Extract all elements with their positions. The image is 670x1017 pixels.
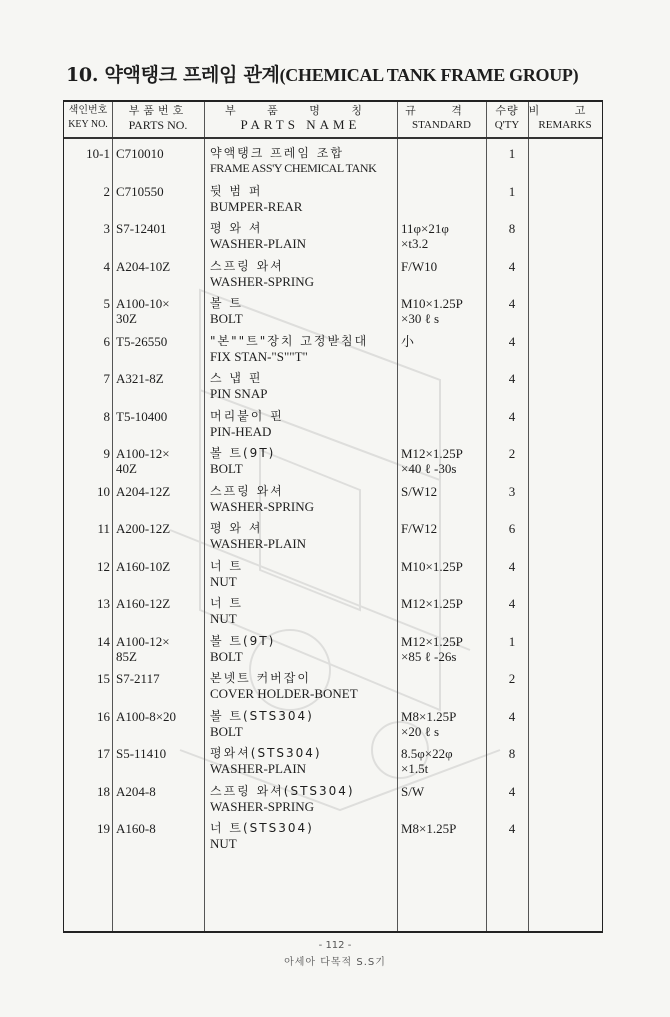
table-row [64, 521, 602, 558]
quantity: 1 [508, 633, 516, 649]
part-name-english: BOLT [210, 648, 243, 664]
part-number-line1: T5-26550 [116, 333, 168, 349]
standard-line1: 8.5φ×22φ [401, 746, 453, 761]
key-no: 6 [103, 333, 110, 349]
table-row [64, 559, 602, 596]
key-no: 2 [103, 183, 110, 199]
part-name [210, 446, 396, 476]
standard-line2: ×85 ℓ -26s [401, 648, 457, 664]
standard [401, 296, 489, 326]
part-name-korean: 머리붙이 핀 [210, 408, 284, 423]
quantity: 4 [508, 371, 516, 386]
part-name-korean: 너 트 [210, 596, 243, 610]
table-row [64, 746, 602, 783]
part-number [116, 784, 206, 799]
table-row [64, 409, 602, 446]
page-number: - 112 - [318, 940, 352, 951]
standard [401, 334, 489, 349]
standard [401, 259, 489, 274]
key-no: 4 [103, 258, 110, 274]
part-name-korean: 평 와 셔 [210, 521, 263, 535]
key-no: 12 [97, 558, 110, 574]
part-name-english: NUT [210, 611, 237, 626]
part-number-line1: A100-12× [116, 633, 170, 649]
standard-line1: 11φ×21φ [401, 221, 449, 236]
header-remarks: 비 고 REMARKS [528, 104, 602, 131]
part-name-english: BOLT [210, 311, 243, 326]
part-name-english: BOLT [210, 461, 243, 476]
part-name-korean: 볼 트(9T) [210, 633, 276, 648]
part-name-english: WASHER-PLAIN [210, 536, 307, 551]
part-number [116, 221, 206, 236]
part-name-english: BUMPER-REAR [210, 198, 303, 214]
part-number-line1: A204-10Z [116, 258, 171, 274]
part-name-english: FRAME ASS'Y CHEMICAL TANK [210, 161, 377, 175]
header-parts-no: 부품번호 PARTS NO. [128, 104, 188, 132]
table-row [64, 671, 602, 708]
part-name-english: PIN SNAP [210, 386, 268, 401]
quantity: 6 [508, 521, 516, 536]
quantity: 2 [508, 446, 516, 461]
title-korean: 10. 약액탱크 프레임 관계 [66, 64, 280, 86]
quantity: 4 [508, 558, 516, 574]
part-number-line1: A204-8 [116, 783, 156, 799]
table-row [64, 709, 602, 746]
part-number [116, 296, 206, 326]
table-row [64, 596, 602, 633]
standard [401, 746, 489, 776]
part-number-line1: T5-10400 [116, 408, 168, 424]
part-name-english: NUT [210, 573, 237, 589]
table-row [64, 484, 602, 521]
key-no: 9 [103, 446, 110, 461]
part-number [116, 559, 206, 574]
part-name-korean: 스프링 와셔(STS304) [210, 783, 355, 798]
part-number-line1: A100-12× [116, 446, 170, 461]
table-row [64, 634, 602, 671]
part-name [210, 596, 396, 626]
part-name-english: WASHER-SPRING [210, 273, 315, 289]
standard-line1: M8×1.25P [401, 821, 457, 836]
standard [401, 784, 489, 799]
part-number-line1: A204-12Z [116, 483, 171, 499]
standard-line1: S/W12 [401, 483, 438, 499]
part-name [210, 559, 396, 589]
quantity: 4 [508, 783, 516, 799]
part-number [116, 521, 206, 536]
part-name [210, 296, 396, 326]
part-number-line2: 30Z [116, 311, 137, 326]
page-title [66, 60, 626, 87]
standard [401, 634, 489, 664]
key-no: 17 [97, 746, 110, 761]
key-no: 11 [97, 521, 110, 536]
quantity: 4 [508, 596, 516, 611]
table-row [64, 221, 602, 258]
part-number-line1: A100-8×20 [116, 708, 177, 724]
standard-line1: 小 [401, 333, 415, 349]
part-name [210, 709, 396, 739]
part-number-line1: C710550 [116, 183, 164, 199]
standard-line2: ×1.5t [401, 761, 429, 776]
part-name [210, 821, 396, 851]
part-number [116, 671, 206, 686]
quantity: 2 [508, 671, 516, 686]
part-number [116, 184, 206, 199]
key-no: 14 [97, 633, 110, 649]
standard-line1: F/W12 [401, 521, 438, 536]
part-number-line1: C710010 [116, 146, 164, 161]
quantity: 1 [508, 183, 516, 199]
part-name-korean: 본넷트 커버잡이 [210, 671, 311, 685]
key-no: 19 [97, 821, 110, 836]
standard-line1: M12×1.25P [401, 596, 463, 611]
part-name-korean: "본""트"장치 고정받침대 [210, 333, 369, 348]
part-name [210, 784, 396, 814]
table-row [64, 259, 602, 296]
header-divider [64, 137, 602, 139]
part-number [116, 146, 206, 161]
quantity: 4 [508, 333, 516, 349]
standard-line1: M12×1.25P [401, 633, 463, 649]
part-name [210, 484, 396, 514]
standard-line1: F/W10 [401, 258, 438, 274]
part-name-english: WASHER-PLAIN [210, 236, 307, 251]
part-name-english: NUT [210, 836, 237, 851]
part-number [116, 709, 206, 724]
part-name-korean: 뒷 범 퍼 [210, 183, 263, 198]
quantity: 8 [508, 746, 516, 761]
quantity: 1 [508, 146, 516, 161]
part-number-line2: 40Z [116, 461, 137, 476]
header-standard: 규 격 STANDARD [405, 104, 478, 131]
part-name-english: PIN-HEAD [210, 423, 272, 439]
part-name-english: COVER HOLDER-BONET [210, 686, 358, 701]
part-number-line1: A160-12Z [116, 596, 171, 611]
part-name-english: WASHER-PLAIN [210, 761, 307, 776]
part-name-korean: 평 와 셔 [210, 221, 263, 235]
standard [401, 709, 489, 739]
quantity: 4 [508, 408, 516, 424]
part-number-line1: A200-12Z [116, 521, 171, 536]
part-name-english: BOLT [210, 723, 243, 739]
key-no: 10 [97, 483, 110, 499]
part-name-english: WASHER-SPRING [210, 498, 315, 514]
header-qty: 수량 Q'TY [494, 104, 520, 131]
part-number-line1: A321-8Z [116, 371, 164, 386]
part-number [116, 596, 206, 611]
part-number-line1: A100-10× [116, 296, 170, 311]
standard-line1: M8×1.25P [401, 708, 457, 724]
part-number [116, 746, 206, 761]
part-number-line1: S7-12401 [116, 221, 167, 236]
table-row [64, 446, 602, 483]
standard [401, 446, 489, 476]
part-number-line1: A160-8 [116, 821, 156, 836]
key-no: 8 [103, 408, 110, 424]
part-name-korean: 스프링 와셔 [210, 258, 284, 273]
part-name [210, 184, 396, 214]
key-no: 13 [97, 596, 110, 611]
part-name [210, 221, 396, 251]
part-name [210, 634, 396, 664]
footer-caption: 아세아 다목적 S.S기 [284, 957, 386, 968]
standard-line1: M10×1.25P [401, 296, 463, 311]
part-name [210, 671, 396, 701]
part-number-line1: S5-11410 [116, 746, 167, 761]
part-name-korean: 너 트 [210, 558, 243, 573]
part-name [210, 334, 396, 364]
quantity: 4 [508, 821, 516, 836]
standard-line2: ×t3.2 [401, 236, 429, 251]
parts-table [63, 100, 603, 933]
part-name [210, 259, 396, 289]
key-no: 15 [97, 671, 110, 686]
key-no: 7 [103, 371, 110, 386]
part-number [116, 484, 206, 499]
quantity: 8 [508, 221, 516, 236]
title-english: (CHEMICAL TANK FRAME GROUP) [279, 65, 579, 85]
standard [401, 484, 489, 499]
quantity: 4 [508, 296, 516, 311]
part-name-english: WASHER-SPRING [210, 798, 315, 814]
part-name-korean: 약액탱크 프레임 조합 [210, 146, 344, 160]
part-number-line1: S7-2117 [116, 671, 160, 686]
key-no: 18 [97, 783, 110, 799]
table-row [64, 334, 602, 371]
part-name-korean: 볼 트 [210, 296, 243, 310]
part-number [116, 334, 206, 349]
part-name-korean: 스프링 와셔 [210, 483, 284, 498]
part-name-korean: 너 트(STS304) [210, 821, 314, 835]
quantity: 3 [508, 483, 516, 499]
part-number [116, 821, 206, 836]
part-name [210, 409, 396, 439]
part-number [116, 371, 206, 386]
quantity: 4 [508, 708, 516, 724]
table-row [64, 146, 602, 183]
part-name-korean: 스 냅 핀 [210, 371, 263, 385]
table-row [64, 821, 602, 858]
part-name [210, 146, 396, 176]
standard [401, 821, 489, 836]
table-row [64, 784, 602, 821]
standard-line1: M10×1.25P [401, 558, 463, 574]
standard-line1: M12×1.25P [401, 446, 463, 461]
header-key-no: 색인번호 KEY NO. [68, 105, 108, 130]
part-name-english: FIX STAN-"S""T" [210, 348, 308, 364]
part-name-korean: 평와셔(STS304) [210, 746, 322, 760]
key-no: 5 [103, 296, 110, 311]
standard-line2: ×30 ℓ s [401, 311, 440, 326]
key-no: 3 [103, 221, 110, 236]
part-name [210, 746, 396, 776]
standard [401, 221, 489, 251]
part-name-korean: 볼 트(STS304) [210, 708, 314, 723]
part-number [116, 634, 206, 664]
table-row [64, 296, 602, 333]
part-name-korean: 볼 트(9T) [210, 446, 276, 460]
key-no: 16 [97, 708, 110, 724]
standard-line2: ×20 ℓ s [401, 723, 440, 739]
header-parts-name: 부 품 명 칭 PARTS NAME [225, 104, 376, 132]
table-row [64, 371, 602, 408]
table-row [64, 184, 602, 221]
part-name [210, 371, 396, 401]
part-number-line1: A160-10Z [116, 558, 171, 574]
quantity: 4 [508, 258, 516, 274]
standard-line2: ×40 ℓ -30s [401, 461, 457, 476]
part-number [116, 446, 206, 476]
standard [401, 521, 489, 536]
key-no: 10-1 [86, 146, 110, 161]
standard-line1: S/W [401, 783, 425, 799]
part-number [116, 259, 206, 274]
standard [401, 596, 489, 611]
part-number-line2: 85Z [116, 648, 137, 664]
part-number [116, 409, 206, 424]
part-name [210, 521, 396, 551]
standard [401, 559, 489, 574]
